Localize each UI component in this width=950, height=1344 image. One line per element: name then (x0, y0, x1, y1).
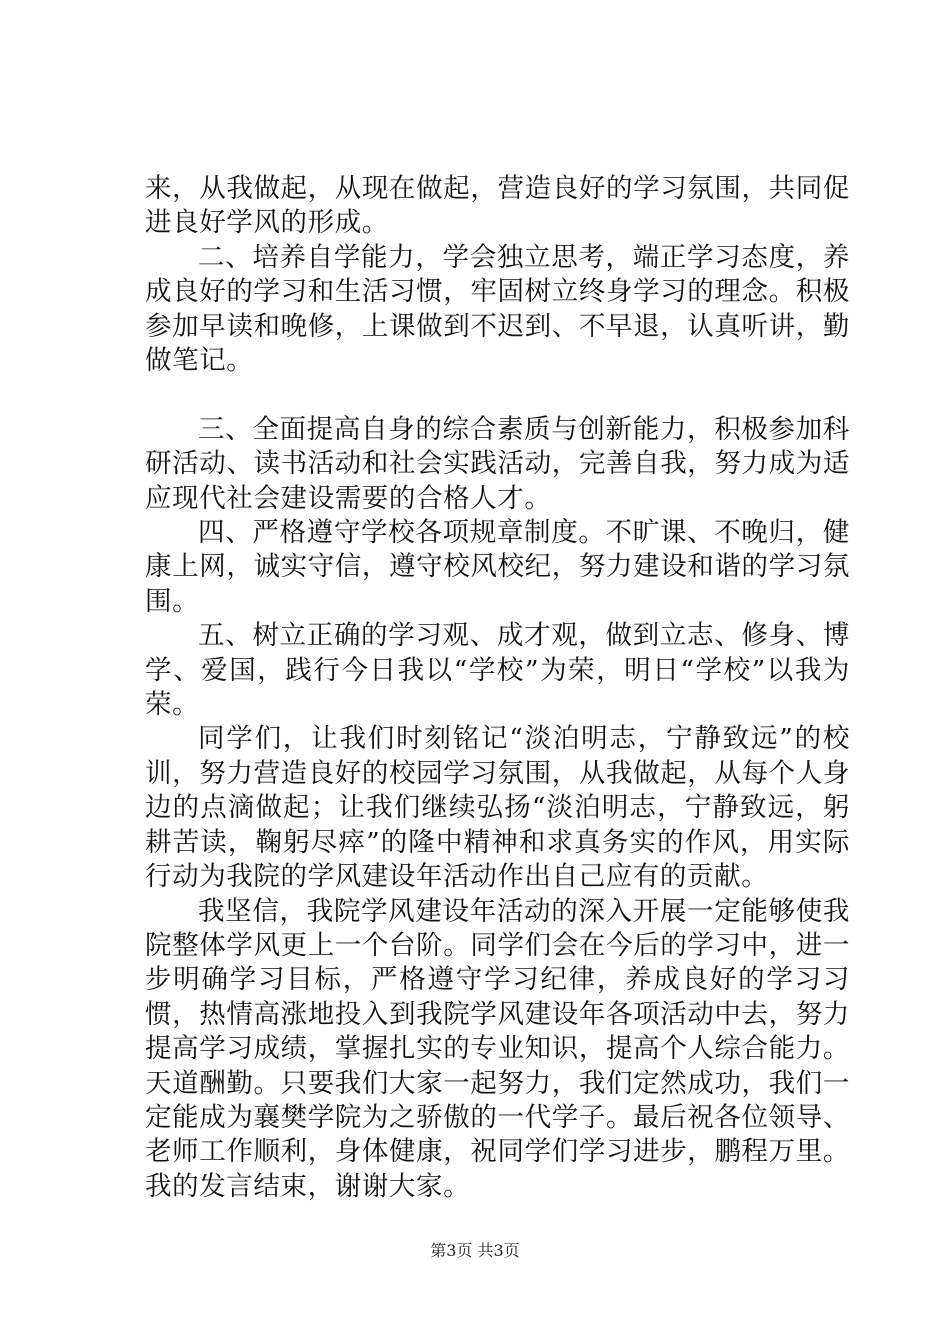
paragraph-point-four: 四、严格遵守学校各项规章制度。不旷课、不晚归，健康上网，诚实守信，遵守校风校纪，努力建设和谐的学习氛围。 (145, 517, 850, 617)
paragraph-point-two: 二、培养自学能力，学会独立思考，端正学习态度，养成良好的学习和生活习惯，牢固树立终身学习的理念。积极参加早读和晚修，上课做到不迟到、不早退，认真听讲，勤做笔记。 (145, 241, 850, 377)
page-number-footer: 第3页 共3页 (430, 1241, 520, 1260)
document-body (145, 172, 850, 1204)
paragraph-appeal: 同学们，让我们时刻铭记“淡泊明志，宁静致远”的校训，努力营造良好的校园学习氛围，从我做起，从每个人身边的点滴做起；让我们继续弘扬“淡泊明志，宁静致远，躬耕苦读，鞠躬尽瘁”的隆中精神和求真务实的作风，用实际行动为我院的学风建设年活动作出自己应有的贡献。 (145, 723, 850, 893)
paragraph-continuation: 来，从我做起，从现在做起，营造良好的学习氛围，共同促进良好学风的形成。 (145, 173, 850, 239)
paragraph-point-five: 五、树立正确的学习观、成才观，做到立志、修身、博学、爱国，践行今日我以“学校”为荣，明日“学校”以我为荣。 (145, 620, 850, 721)
paragraph-point-three: 三、全面提高自身的综合素质与创新能力，积极参加科研活动、读书活动和社会实践活动，完善自我，努力成为适应现代社会建设需要的合格人才。 (145, 413, 850, 514)
paragraph-conclusion: 我坚信，我院学风建设年活动的深入开展一定能够使我院整体学风更上一个台阶。同学们会在今后的学习中，进一步明确学习目标，严格遵守学习纪律，养成良好的学习习惯，热情高涨地投入到我院学风建设年各项活动中去，努力提高学习成绩，掌握扎实的专业知识，提高个人综合能力。天道酬勤。只要我们大家一起努力，我们定然成功，我们一定能成为襄樊学院为之骄傲的一代学子。最后祝各位领导、老师工作顺利，身体健康，祝同学们学习进步，鹏程万里。我的发言结束，谢谢大家。 (145, 895, 850, 1202)
